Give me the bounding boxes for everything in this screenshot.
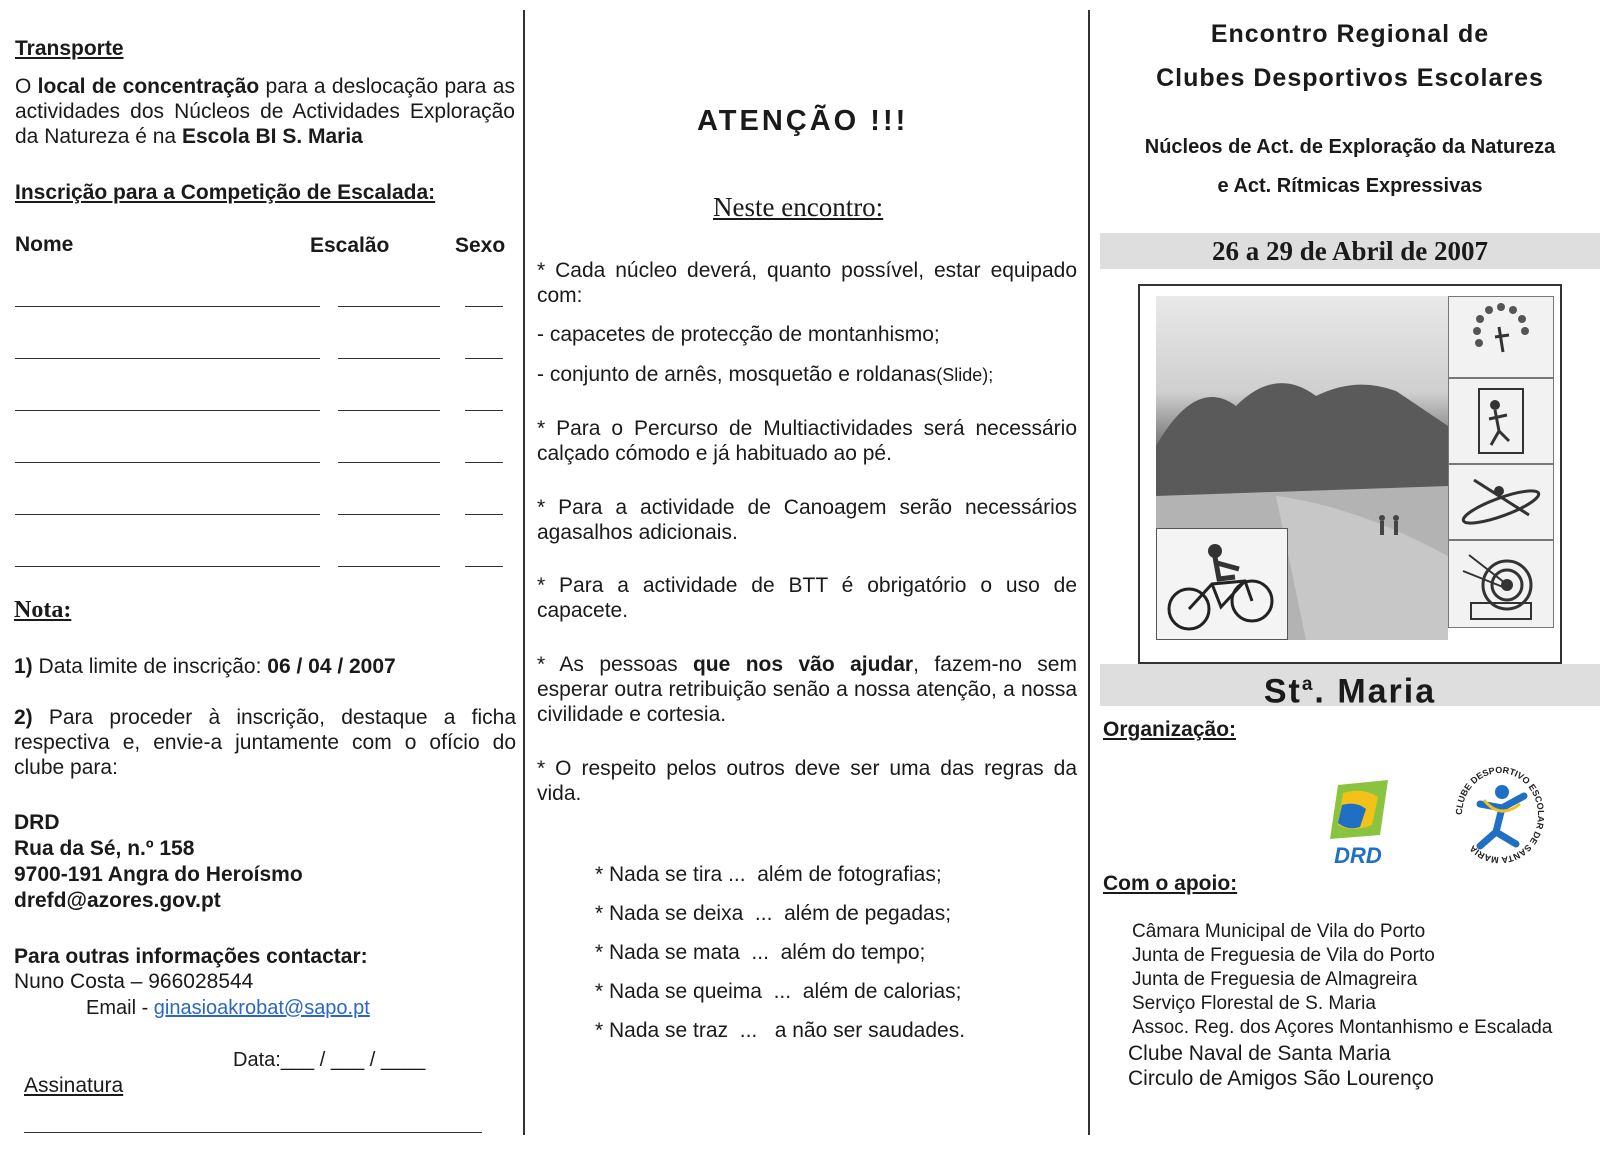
address-block: DRD Rua da Sé, n.º 158 9700-191 Angra do Heroísmo drefd@azores.gov.pt: [14, 811, 303, 912]
rule-canoeing: * Para a actividade de Canoagem serão necessários agasalhos adicionais.: [537, 496, 1077, 544]
form-header-name: Nome: [15, 233, 74, 256]
email-line: Email - ginasioakrobat@sapo.pt: [86, 997, 370, 1019]
rule-equipment: * Cada núcleo deverá, quanto possível, estar equipado com:: [537, 259, 1077, 307]
rule-respect: * O respeito pelos outros deve ser uma das regras da vida.: [537, 757, 1077, 805]
note-title: Nota:: [14, 597, 72, 623]
club-logo-icon: [1450, 760, 1550, 870]
attention-heading: ATENÇÃO !!!: [697, 105, 909, 137]
svg-text:DRD: DRD: [1334, 843, 1382, 868]
event-subtitle: Núcleos de Act. de Exploração da Natureza e Act. Rítmicas Expressivas: [1144, 136, 1556, 197]
supporter-3: Junta de Freguesia de Almagreira: [1132, 969, 1418, 990]
signature-line[interactable]: [24, 1132, 482, 1133]
motto-line-4: * Nada se queima ... além de calorias;: [595, 980, 962, 1003]
event-title: Encontro Regional de Clubes Desportivos Escolares: [1156, 20, 1544, 92]
organization-title: Organização:: [1103, 718, 1237, 741]
support-title: Com o apoio:: [1103, 872, 1238, 895]
contact-title: Para outras informações contactar:: [14, 945, 368, 968]
rule-equipment-helmets: - capacetes de protecção de montanhismo;: [537, 323, 940, 346]
supporter-6: Clube Naval de Santa Maria: [1128, 1042, 1391, 1065]
divider-left: [523, 10, 525, 1135]
email-link[interactable]: ginasioakrobat@sapo.pt: [153, 997, 370, 1019]
club-emblem-thumb: [1448, 296, 1554, 378]
registration-title: Inscrição para a Competição de Escalada:: [15, 181, 436, 204]
transport-title: Transporte: [15, 37, 124, 60]
archery-target-icon: [1449, 541, 1553, 627]
supporter-1: Câmara Municipal de Vila do Porto: [1132, 921, 1426, 942]
climber-thumb: [1448, 378, 1554, 464]
form-header-sex: Sexo: [455, 234, 506, 257]
dots-emblem-icon: [1449, 297, 1553, 377]
supporter-4: Serviço Florestal de S. Maria: [1132, 993, 1376, 1014]
motto-line-1: * Nada se tira ... além de fotografias;: [595, 863, 942, 886]
bicycle-icon: [1157, 529, 1287, 639]
kayak-icon: [1449, 465, 1553, 539]
drd-logo-icon: [1308, 775, 1408, 875]
motto-line-3: * Nada se mata ... além do tempo;: [595, 941, 926, 964]
event-location: St$^a$. Maria: [1263, 672, 1437, 711]
motto-line-5: * Nada se traz ... a não ser saudades.: [595, 1019, 966, 1042]
club-logo: [1450, 760, 1550, 870]
kayak-thumb: [1448, 464, 1554, 540]
cyclist-inset: [1156, 528, 1288, 640]
rule-footwear: * Para o Percurso de Multiactividades será necessário calçado cómodo e já habituado ao pé.: [537, 417, 1077, 465]
meeting-subheading: Neste encontro:: [713, 192, 884, 222]
divider-right: [1088, 10, 1090, 1135]
archery-thumb: [1448, 540, 1554, 628]
note-1: 1) Data limite de inscrição: 06 / 04 / 2007: [14, 655, 396, 678]
landscape-photo: [1156, 296, 1448, 640]
date-field[interactable]: Data:___ / ___ / ____: [233, 1049, 426, 1071]
note-2: 2) Para proceder à inscrição, destaque a ficha respectiva e, envie-a juntamente com o ofício do clube para:: [14, 706, 516, 779]
drd-logo: [1308, 775, 1408, 875]
supporter-7: Circulo de Amigos São Lourenço: [1128, 1067, 1434, 1090]
event-dates: 26 a 29 de Abril de 2007: [1211, 236, 1488, 266]
svg-text:CLUBE DESPORTIVO ESCOLAR DE SA: CLUBE DESPORTIVO ESCOLAR DE SANTA MARIA: [1453, 764, 1547, 866]
contact-name: Nuno Costa – 966028544: [14, 970, 254, 993]
event-photo-collage: [1138, 284, 1562, 664]
supporter-2: Junta de Freguesia de Vila do Porto: [1132, 945, 1435, 966]
rule-helpers: * As pessoas que nos vão ajudar, fazem-no sem esperar outra retribuição senão a nossa atenção, a nossa civilidade e cortesia.: [537, 653, 1077, 726]
dates-banner: [1100, 233, 1600, 269]
location-banner: [1100, 664, 1600, 711]
signature-label: Assinatura: [24, 1074, 124, 1097]
supporter-5: Assoc. Reg. dos Açores Montanhismo e Escalada: [1132, 1017, 1553, 1038]
climber-icon: [1449, 379, 1553, 463]
rule-btt: * Para a actividade de BTT é obrigatório o uso de capacete.: [537, 574, 1077, 622]
rule-equipment-harness: - conjunto de arnês, mosquetão e roldanas(Slide);: [537, 363, 994, 386]
motto-line-2: * Nada se deixa ... além de pegadas;: [595, 902, 952, 925]
transport-text: O local de concentração para a deslocação para as actividades dos Núcleos de Actividades Exploração da Natureza é na Escola BI S. Maria: [15, 75, 515, 148]
form-header-level: Escalão: [310, 234, 390, 257]
